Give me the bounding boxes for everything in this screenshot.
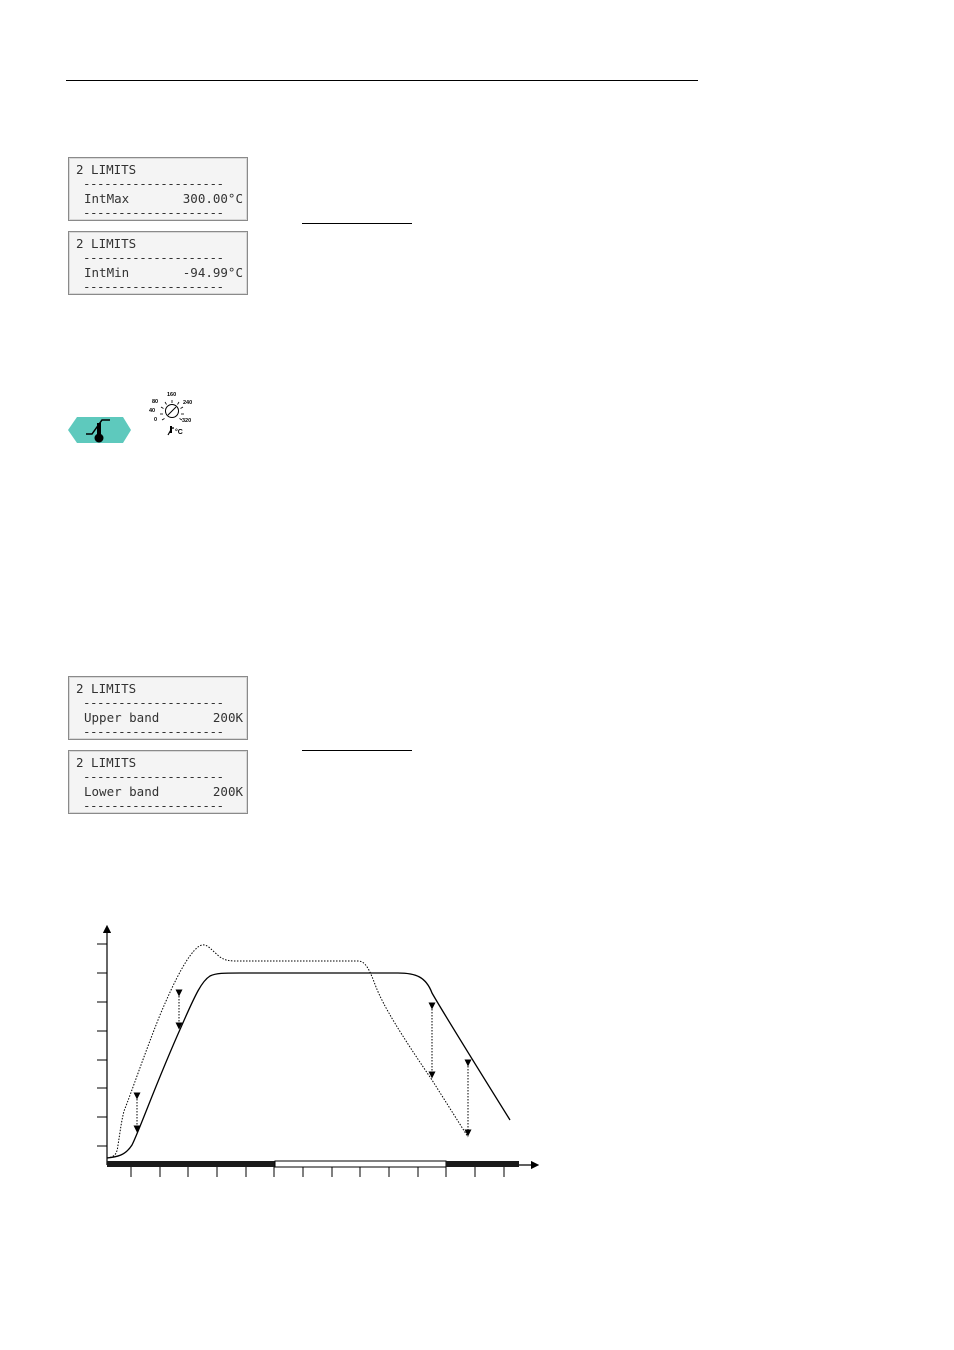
- header-rule: [66, 80, 698, 81]
- lcd-row: [76, 192, 243, 206]
- dial-tick-160: 160: [167, 392, 177, 398]
- lcd-header: 2 LIMITS: [76, 162, 137, 177]
- temperature-band-diagram: [80, 915, 550, 1185]
- lcd-value: 200K: [212, 710, 243, 725]
- thermometer-limit-icon: [68, 414, 132, 446]
- x-ticks: [131, 1167, 504, 1177]
- lcd-dashes: --------------------: [83, 769, 224, 784]
- time-bar-segment: [275, 1161, 446, 1167]
- external-temperature-curve: [107, 945, 468, 1158]
- lcd-header: 2 LIMITS: [76, 681, 137, 696]
- y-ticks: [97, 944, 107, 1146]
- link-underline: [302, 750, 412, 751]
- lcd-value: -94.99°C: [182, 265, 243, 280]
- internal-temperature-curve: [107, 973, 510, 1158]
- lcd-dashes: --------------------: [83, 695, 224, 710]
- link-underline: [302, 223, 412, 224]
- lcd-dashes: --------------------: [83, 250, 224, 265]
- lcd-label: Upper band: [84, 710, 160, 725]
- lcd-dashes: --------------------: [83, 205, 224, 220]
- dial-tick-0: 0: [154, 417, 158, 423]
- lcd-dashes: --------------------: [83, 724, 224, 739]
- dial-tick-40: 40: [149, 408, 156, 414]
- lcd-upper-band: [68, 676, 248, 740]
- lcd-row: [76, 711, 243, 725]
- dial-tick-240: 240: [183, 400, 193, 406]
- lcd-row: [76, 266, 243, 280]
- dial-unit: °C: [175, 429, 183, 436]
- lcd-value: 200K: [212, 784, 243, 799]
- lcd-label: IntMin: [84, 265, 130, 280]
- lcd-lower-band: [68, 750, 248, 814]
- dial-tick-320: 320: [182, 418, 192, 424]
- lcd-header: 2 LIMITS: [76, 755, 137, 770]
- temperature-dial-icon: [146, 388, 198, 440]
- lcd-value: 300.00°C: [182, 191, 243, 206]
- lcd-dashes: --------------------: [83, 798, 224, 813]
- time-bar-segment: [107, 1161, 275, 1167]
- lcd-intmin: [68, 231, 248, 295]
- lcd-intmax: [68, 157, 248, 221]
- time-bar-segment: [446, 1161, 519, 1167]
- dial-tick-80: 80: [152, 399, 159, 405]
- lcd-label: Lower band: [84, 784, 160, 799]
- lcd-row: [76, 785, 243, 799]
- lcd-dashes: --------------------: [83, 279, 224, 294]
- lcd-dashes: --------------------: [83, 176, 224, 191]
- lcd-header: 2 LIMITS: [76, 236, 137, 251]
- lcd-label: IntMax: [84, 191, 130, 206]
